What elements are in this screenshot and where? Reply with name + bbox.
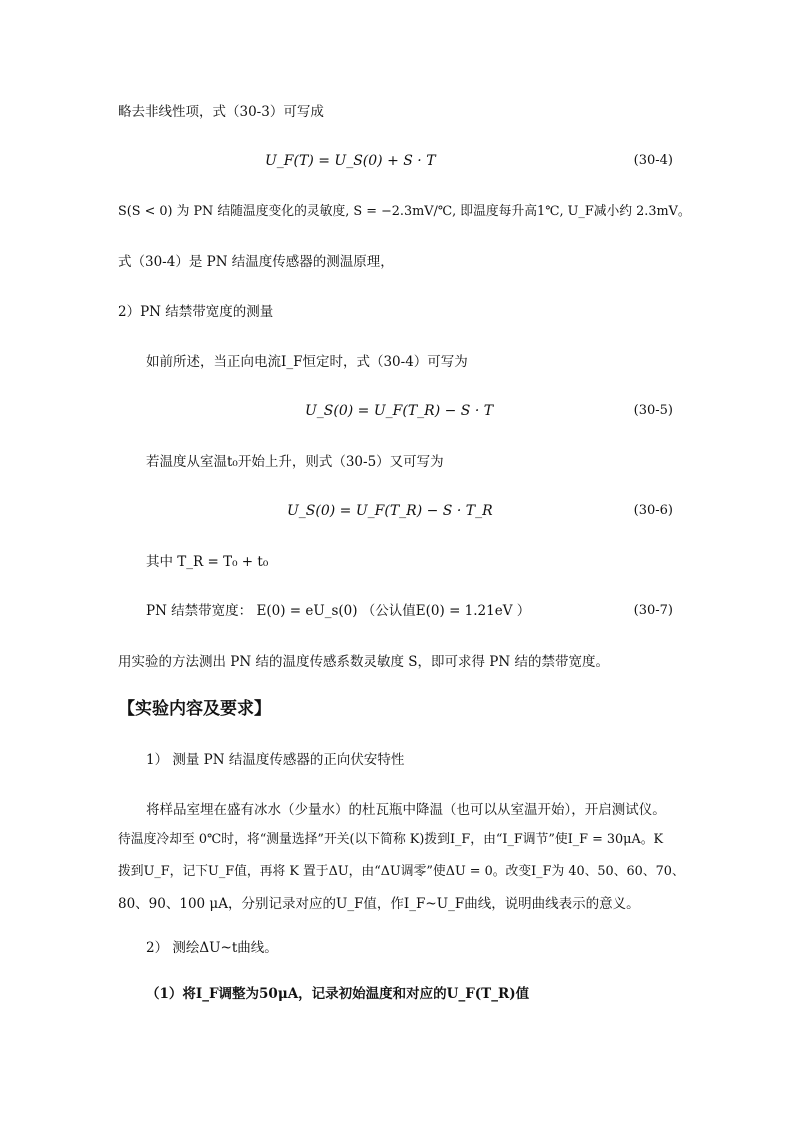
section-heading: 【实验内容及要求】 [118, 699, 271, 719]
text-line-6: 若温度从室温t₀开始上升，则式（30-5）又可写为 [146, 454, 444, 470]
text-line-8: PN 结禁带宽度： E(0) = eU_s(0) （公认值E(0) = 1.21eV ） [146, 603, 531, 619]
text-line-4: 2）PN 结禁带宽度的测量 [118, 304, 274, 320]
text-line-13: 拨到U_F，记下U_F值，再将 K 置于ΔU，由“ΔU调零”使ΔU = 0。改变I_F为 40、50、60、70、 [118, 864, 685, 879]
text-line-9: 用实验的方法测出 PN 结的温度传感系数灵敏度 S，即可求得 PN 结的禁带宽度。 [118, 654, 609, 670]
equation-number-30-5: (30-5) [633, 403, 673, 418]
text-line-16: （1）将I_F调整为50μA，记录初始温度和对应的U_F(T_R)值 [146, 986, 530, 1002]
text-line-12: 待温度冷却至 0℃时，将“测量选择”开关(以下简称 K)拨到I_F，由“I_F调节”使I_F = 30μA。K [118, 832, 664, 847]
text-line-2: S(S < 0) 为 PN 结随温度变化的灵敏度, S = −2.3mV/℃, 即温度每升高1℃, U_F减小约 2.3mV。 [118, 204, 691, 219]
equation-30-5: U_S(0) = U_F(T_R) − S · T [305, 403, 494, 419]
equation-number-30-4: (30-4) [633, 153, 673, 168]
text-line-3: 式（30-4）是 PN 结温度传感器的测温原理， [118, 254, 394, 270]
equation-number-30-6: (30-6) [633, 503, 673, 518]
text-line-7: 其中 T_R = T₀ + t₀ [146, 554, 269, 570]
equation-30-6: U_S(0) = U_F(T_R) − S · T_R [287, 503, 493, 519]
text-line-14: 80、90、100 μA，分别记录对应的U_F值，作I_F~U_F曲线，说明曲线表示的意义。 [118, 896, 640, 912]
equation-number-30-7: (30-7) [633, 603, 673, 618]
text-line-5: 如前所述，当正向电流I_F恒定时，式（30-4）可写为 [146, 354, 468, 370]
text-line-15: 2） 测绘ΔU~t曲线。 [146, 940, 278, 956]
text-line-1: 略去非线性项，式（30-3）可写成 [118, 104, 324, 120]
text-line-11: 将样品室埋在盛有冰水（少量水）的杜瓦瓶中降温（也可以从室温开始），开启测试仪。 [146, 802, 666, 818]
equation-30-4: U_F(T) = U_S(0) + S · T [265, 153, 436, 169]
text-line-10: 1） 测量 PN 结温度传感器的正向伏安特性 [146, 752, 405, 768]
